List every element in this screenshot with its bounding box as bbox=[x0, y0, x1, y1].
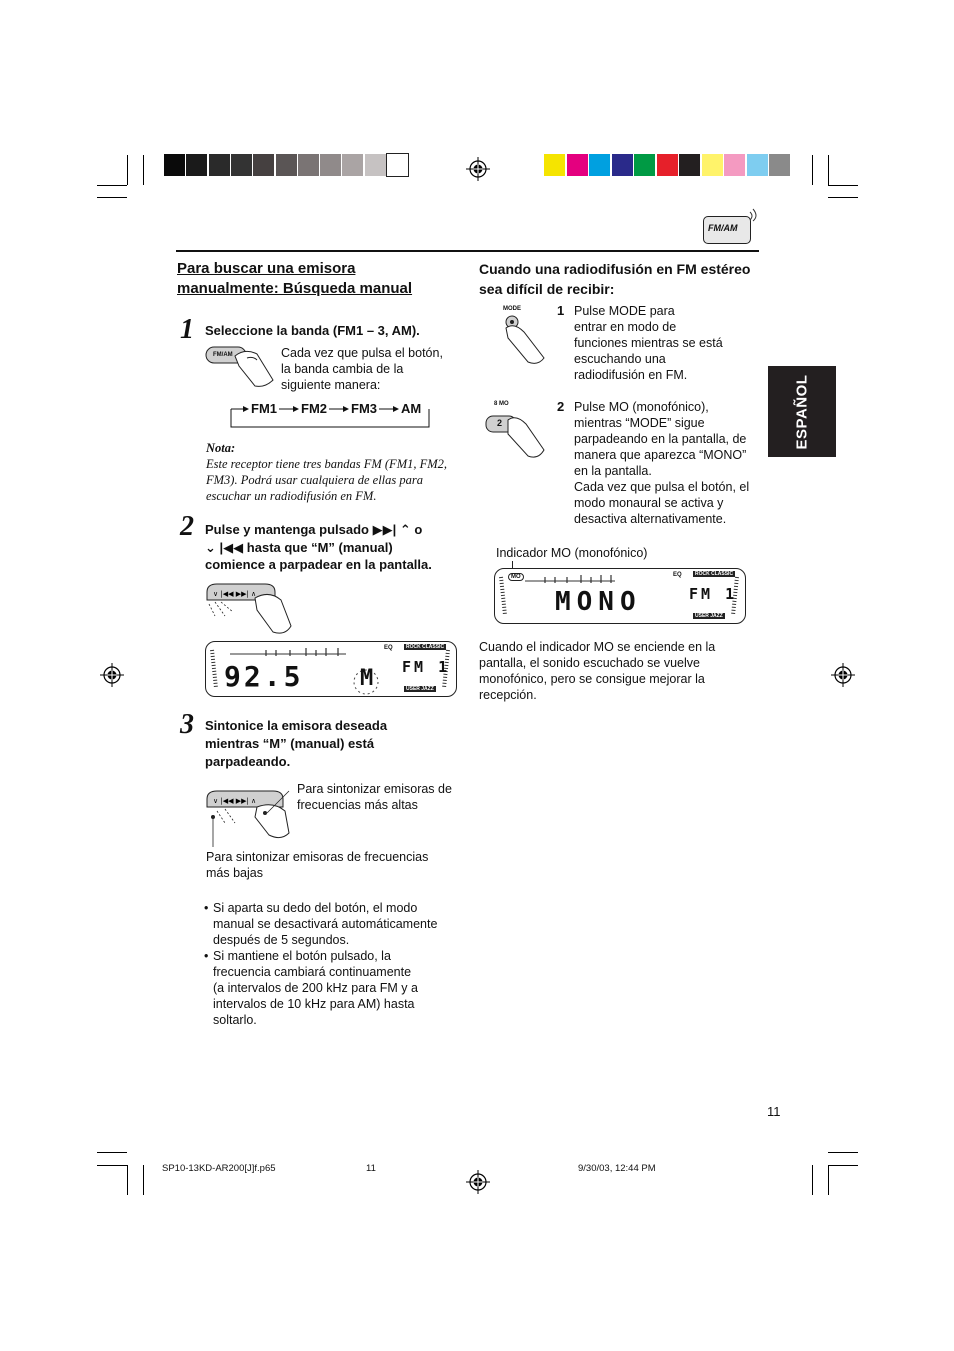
crop-mark bbox=[97, 1152, 127, 1153]
gray-swatch bbox=[253, 154, 274, 176]
color-swatch bbox=[769, 154, 790, 176]
mode-button-label: MODE bbox=[503, 306, 521, 312]
step1-desc-line3: siguiente manera: bbox=[281, 378, 381, 392]
mo-button-press-icon bbox=[484, 408, 548, 460]
note-line1: Este receptor tiene tres bandas FM (FM1, FM2, bbox=[206, 457, 448, 471]
color-swatch bbox=[702, 154, 723, 176]
signal-waves-icon bbox=[748, 208, 762, 222]
band-fm2: FM2 bbox=[301, 401, 327, 416]
step2-instruction bbox=[205, 521, 465, 574]
right-step2-number: 2 bbox=[557, 399, 565, 414]
page-number: 11 bbox=[767, 1104, 781, 1119]
tune-button-release-icon bbox=[203, 789, 293, 849]
registration-mark-icon bbox=[466, 157, 490, 181]
lower-freq-line1: Para sintonizar emisoras de frecuencias bbox=[206, 850, 429, 864]
band-am: AM bbox=[401, 401, 422, 416]
chevron-down-icon: ⌄ bbox=[205, 539, 216, 555]
crop-mark bbox=[97, 1165, 127, 1166]
left-title-line1: Para buscar una emisora bbox=[177, 260, 356, 277]
band-fm1: FM1 bbox=[251, 401, 277, 416]
higher-freq-line2: frecuencias más altas bbox=[297, 798, 418, 812]
fm-am-mode-label: FM/AM bbox=[708, 223, 738, 233]
manual-search-bullets bbox=[204, 900, 466, 1028]
right-step1-number: 1 bbox=[557, 303, 565, 318]
gray-swatch bbox=[387, 154, 408, 176]
gray-swatch bbox=[231, 154, 252, 176]
color-swatch bbox=[679, 154, 700, 176]
bullet-item: • Si aparta su dedo del botón, el modo manual se desactivará automáticamente después de 5 segundos. bbox=[204, 900, 466, 948]
step3-line2: mientras “M” (manual) está bbox=[205, 736, 375, 751]
note-title: Nota: bbox=[206, 441, 236, 455]
lcd-top-mode-label: ROCK CLASSIC bbox=[406, 644, 445, 650]
gray-swatch bbox=[164, 154, 185, 176]
step2-line1b: o bbox=[414, 522, 423, 537]
band-fm3: FM3 bbox=[351, 401, 377, 416]
crop-mark bbox=[143, 155, 144, 185]
step2-number: 2 bbox=[180, 511, 194, 542]
crop-mark bbox=[97, 197, 127, 198]
right-step1-text: Pulse MODE para entrar en modo de funciones mientras se está escuchando una radiodifusión en FM. bbox=[574, 304, 723, 382]
footer-page: 11 bbox=[366, 1163, 376, 1174]
color-swatch bbox=[634, 154, 655, 176]
crop-mark bbox=[127, 155, 128, 185]
lcd-mono-band: FM 1 bbox=[689, 585, 738, 603]
mono-explanation: Cuando el indicador MO se enciende en la pantalla, el sonido escuchado se vuelve monofónico, pero se consigue mejorar la recepción. bbox=[479, 640, 716, 702]
right-title-line2: sea difícil de recibir: bbox=[479, 281, 615, 297]
band-cycle-diagram bbox=[229, 400, 433, 430]
note-line2: FM3). Podrá usar cualquiera de ellas para bbox=[206, 473, 423, 487]
gray-swatch bbox=[342, 154, 363, 176]
fm-am-mode-icon bbox=[703, 216, 751, 244]
color-swatch bbox=[724, 154, 745, 176]
step1-instruction: Seleccione la banda (FM1 – 3, AM). bbox=[205, 323, 420, 338]
left-section-title bbox=[177, 259, 467, 299]
color-swatch bbox=[612, 154, 633, 176]
color-swatch bbox=[747, 154, 768, 176]
registration-mark-icon bbox=[466, 1170, 490, 1194]
gray-swatch bbox=[209, 154, 230, 176]
gray-swatch bbox=[276, 154, 297, 176]
step3-instruction bbox=[205, 717, 465, 771]
color-swatch bbox=[544, 154, 565, 176]
step2-line1a: Pulse y mantenga pulsado bbox=[205, 522, 369, 537]
crop-mark bbox=[143, 1165, 144, 1195]
language-tab bbox=[768, 366, 836, 457]
lcd-manual-indicator: M bbox=[360, 666, 377, 691]
left-title-line2: manualmente: Búsqueda manual bbox=[177, 280, 413, 297]
fm-am-button-label: FM/AM bbox=[213, 352, 233, 358]
mo-indicator-label: Indicador MO (monofónico) bbox=[496, 546, 648, 560]
step3-number: 3 bbox=[180, 709, 194, 740]
next-track-icon: ▶▶| bbox=[372, 522, 397, 537]
crop-mark bbox=[127, 1165, 128, 1195]
color-swatch bbox=[657, 154, 678, 176]
registration-mark-icon bbox=[100, 663, 124, 687]
crop-mark bbox=[828, 197, 858, 198]
step2-line2: hasta que “M” (manual) bbox=[246, 539, 393, 555]
lcd-mono-text: MONO bbox=[555, 587, 642, 617]
step1-description bbox=[281, 345, 461, 393]
header-rule bbox=[176, 250, 759, 252]
gray-swatch bbox=[320, 154, 341, 176]
lcd-mono-bottom-mode-label: USER JAZZ bbox=[695, 613, 723, 619]
lower-freq-label bbox=[206, 849, 466, 881]
registration-mark-icon bbox=[831, 663, 855, 687]
crop-mark bbox=[828, 1165, 829, 1195]
lcd-frequency: 92.5 bbox=[224, 660, 304, 693]
color-swatch bbox=[567, 154, 588, 176]
crop-mark bbox=[812, 155, 813, 185]
color-swatch bbox=[589, 154, 610, 176]
higher-freq-label bbox=[297, 781, 467, 813]
gray-swatch bbox=[365, 154, 386, 176]
lcd-eq-label: EQ bbox=[384, 645, 393, 651]
tune-button-press-icon bbox=[203, 582, 293, 636]
crop-mark bbox=[828, 185, 858, 186]
lcd-mono-top-mode-label: ROCK CLASSIC bbox=[695, 571, 734, 577]
lcd-band: FM 1 bbox=[402, 658, 451, 676]
right-section-title bbox=[479, 259, 769, 299]
step1-number: 1 bbox=[180, 314, 194, 345]
bullet-item: • Si mantiene el botón pulsado, la frecuencia cambiará continuamente (a intervalos de 200 kHz para FM y a intervalos de 10 kHz para AM) hasta soltarlo. bbox=[204, 948, 466, 1028]
lcd-display-mono bbox=[494, 568, 746, 624]
svg-text:∨ |◀◀ ▶▶| ∧: ∨ |◀◀ ▶▶| ∧ bbox=[213, 590, 257, 598]
gray-swatch bbox=[298, 154, 319, 176]
prev-track-icon: |◀◀ bbox=[219, 539, 244, 555]
mo-button-digit: 2 bbox=[497, 418, 503, 428]
step2-line3: comience a parpadear en la pantalla. bbox=[205, 557, 432, 572]
footer-file: SP10-13KD-AR200[J]f.p65 bbox=[162, 1163, 276, 1174]
footer-date: 9/30/03, 12:44 PM bbox=[578, 1163, 656, 1174]
step1-desc-line1: Cada vez que pulsa el botón, bbox=[281, 346, 443, 360]
gray-swatch bbox=[186, 154, 207, 176]
crop-mark bbox=[828, 155, 829, 185]
language-tab-label: ESPAÑOL bbox=[793, 374, 811, 449]
crop-mark bbox=[828, 1152, 858, 1153]
step3-line1: Sintonice la emisora deseada bbox=[205, 718, 388, 733]
step3-line3: parpadeando. bbox=[205, 754, 291, 769]
lcd-bottom-mode-label: USER JAZZ bbox=[406, 686, 434, 692]
step1-note bbox=[206, 440, 466, 504]
step1-desc-line2: la banda cambia de la bbox=[281, 362, 404, 376]
lcd-mo-indicator: MO bbox=[508, 573, 524, 581]
note-line3: escuchar un radiodifusión en FM. bbox=[206, 489, 377, 503]
mode-button-press-icon bbox=[500, 314, 548, 366]
svg-text:∨ |◀◀ ▶▶| ∧: ∨ |◀◀ ▶▶| ∧ bbox=[213, 797, 257, 805]
mo-button-label: 8 MO bbox=[494, 401, 509, 407]
fm-am-button-press-icon bbox=[205, 344, 275, 390]
right-step2-text: Pulse MO (monofónico), mientras “MODE” sigue parpadeando en la pantalla, de manera que aparezca “MONO” en la pantalla. Cada vez que pulsa el botón, el modo monaural se activa y desactiva alternativamente. bbox=[574, 400, 750, 526]
crop-mark bbox=[828, 1165, 858, 1166]
higher-freq-line1: Para sintonizar emisoras de bbox=[297, 782, 452, 796]
right-title-line1: Cuando una radiodifusión en FM estéreo bbox=[479, 261, 751, 277]
crop-mark bbox=[97, 185, 127, 186]
lower-freq-line2: más bajas bbox=[206, 866, 263, 880]
lcd-mono-eq-label: EQ bbox=[673, 572, 682, 578]
chevron-up-icon: ⌃ bbox=[399, 522, 411, 537]
lcd-display-manual bbox=[205, 641, 457, 697]
crop-mark bbox=[812, 1165, 813, 1195]
